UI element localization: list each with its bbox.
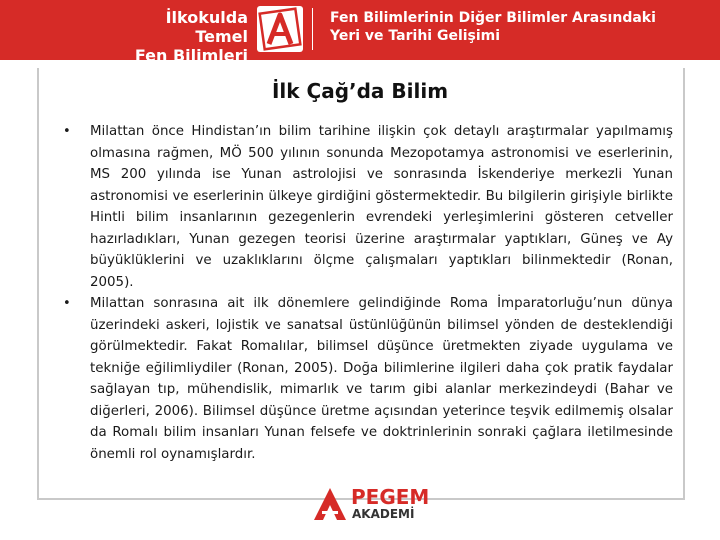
subtitle-line-2: Yeri ve Tarihi Gelişimi <box>330 28 501 44</box>
header-divider <box>312 8 313 50</box>
bullet-item <box>63 293 673 465</box>
footer-brand: PEGEM <box>351 485 430 509</box>
footer-sub: AKADEMİ <box>352 507 415 521</box>
series-brand <box>108 8 248 65</box>
slide-title: İlk Çağ’da Bilim <box>271 79 449 103</box>
subtitle-line-1: Fen Bilimlerinin Diğer Bilimler Arasındaki <box>330 10 656 26</box>
bullet-list <box>63 121 673 465</box>
bullet-text: Milattan önce Hindistan’ın bilim tarihine ilişkin çok detaylı araştırmalar yapılmamış olmasına rağmen, MÖ 500 yılının sonunda Mezopotamya astronomisi ve eserlerinin, MS 200 yılında ise Yunan astrolojisi ve sonrasında İskenderiye merkezli Yunan astronomisi ve eserlerinin ülkeye girdiğini göstermektedir. Bu bilgilerin girişiyle birlikte Hintli bilim insanlarının gezegenlerin evrendeki yerleşimlerini gösteren cetveller hazırladıkları, Yunan gezegen teorisi üzerine araştırmalar yaptıkları, Güneş ve Ay büyüklüklerini ve uzaklıklarını ölçme çalışmaları yaptıkları bilinmektedir (Ronan, 2005). <box>90 124 673 290</box>
chapter-subtitle <box>330 9 710 45</box>
frame-left-border <box>37 68 39 500</box>
brand-line-2: Fen Bilimleri <box>134 46 248 65</box>
bullet-marker: • <box>63 296 71 311</box>
frame-right-border <box>683 68 685 500</box>
bullet-item <box>63 121 673 293</box>
brand-line-1: İlkokulda Temel <box>165 8 248 46</box>
header-bar <box>0 0 720 65</box>
bullet-marker: • <box>63 124 71 139</box>
letter-a-logo-icon <box>255 4 305 54</box>
bullet-text: Milattan sonrasına ait ilk dönemlere gelindiğinde Roma İmparatorluğu’nun dünya üzerindeki askeri, lojistik ve sanatsal üstünlüğünün bilimsel yönden de desteklendiği görülmektedir. Fakat Romalılar, bilimsel düşünce üretmekten ziyade uygulama ve tekniğe eğilimliydiler (Ronan, 2005). Doğa bilimlerine ilgileri daha çok pratik faydalar sağlayan tıp, mühendislik, mimarlık ve tarım gibi alanlar merkezindeydi (Bahar ve diğerleri, 2006). Bilimsel düşünce üretme açısından yeterince teşvik edilmemiş olsalar da Romalı bilim insanları Yunan felsefe ve doktrinlerinin sonraki çağlara iletilmesinde önemli rol oynamışlardır. <box>90 296 673 462</box>
footer-logo <box>312 485 430 522</box>
pegem-logo-icon <box>312 486 348 522</box>
